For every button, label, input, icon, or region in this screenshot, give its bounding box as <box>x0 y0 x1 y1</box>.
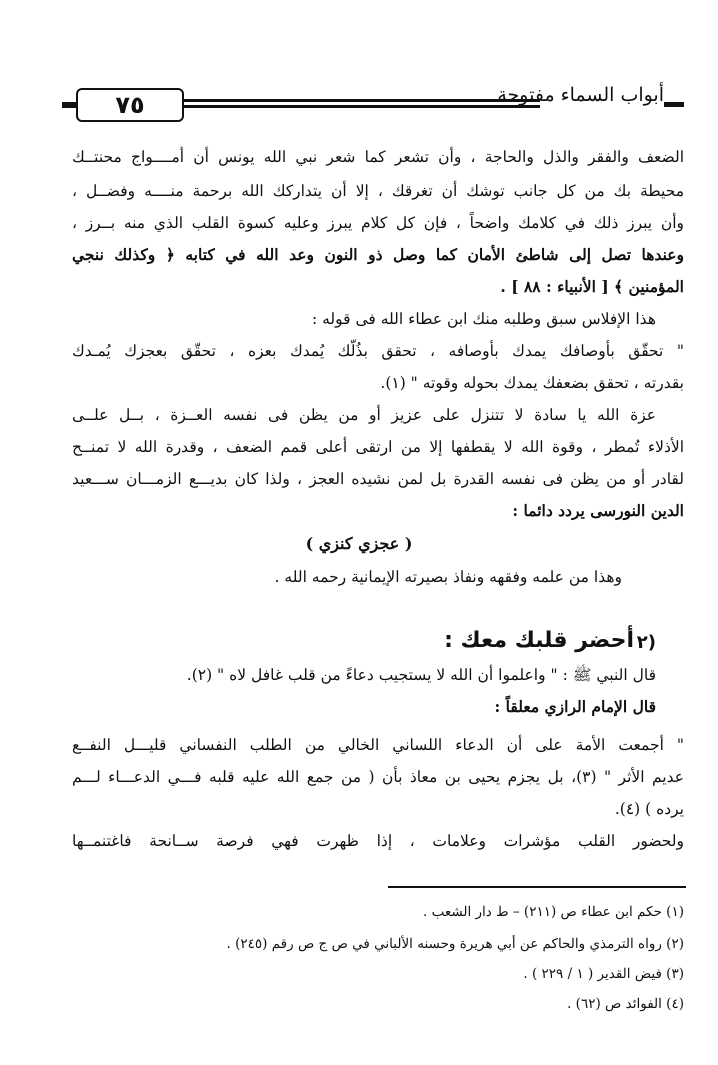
header-rule-right <box>664 102 684 107</box>
section-line: " أجمعت الأمة على أن الدعاء اللساني الخالي من الطلب النفساني قليـــل النفــع <box>72 736 684 754</box>
section-line: ولحضور القلب مؤشرات وعلامات ، إذا ظهرت فهي فرصة ســانحة فاغتنمــها <box>72 832 684 850</box>
book-title: أبواب السماء مفتوحة <box>497 84 664 106</box>
paragraph-line: لقادر أو من يظن فى نفسه القدرة بل لمن نشيده العجز ، ولذا كان بديـــع الزمـــان ســـعيد <box>72 470 684 488</box>
header-rule-top <box>184 99 540 102</box>
section-line: يرده ) (٤). <box>614 800 684 818</box>
section-line: قال الإمام الرازي معلقاً : <box>494 697 656 716</box>
footnote-rule <box>388 886 686 888</box>
paragraph-line: بقدرته ، تحقق بضعفك يمدك بحوله وقوته " (١). <box>380 374 684 392</box>
paragraph-line: هذا الإفلاس سبق وطلبه منك ابن عطاء الله فى قوله : <box>311 310 656 328</box>
page-header <box>62 78 684 134</box>
section-heading: أحضر قلبك معك : <box>444 628 634 653</box>
header-rule-bottom <box>184 105 540 108</box>
paragraph-line: الضعف والفقر والذل والحاجة ، وأن تشعر كما شعر نبي الله يونس أن أمــــواج محنتــك <box>72 148 684 166</box>
paragraph-line: وعندها تصل إلى شاطئ الأمان كما وصل ذو النون وعد الله في كتابه ﴿ وكذلك ننجي <box>72 245 684 264</box>
section-line: عديم الأثر " (٣)، بل يجزم يحيى بن معاذ بأن ( من جمع الله عليه قلبه فـــي الدعـــاء لـــم <box>72 768 685 786</box>
paragraph-line: وأن يبرز ذلك في كلامك واضحاً ، فإن كل كلام يبرز وعليه كسوة القلب الذي منه بــرز ، <box>72 214 684 232</box>
header-rule-left <box>62 102 76 108</box>
footnote: (٢) رواه الترمذي والحاكم عن أبي هريرة وحسنه الألباني في ص ج ص رقم (٢٤٥) . <box>226 936 684 952</box>
paragraph-line: محيطة بك من كل جانب توشك أن تغرقك ، إلا أن يتداركك الله برحمة منــــه وفضــل ، <box>72 182 684 200</box>
footnote: (٣) فيض القدير ( ١ / ٢٢٩ ) . <box>523 966 684 982</box>
paragraph-line: الأذلاء تُمطر ، وقوة الله لا يقطفها إلا من ارتقى أعلى قمم الضعف ، وقدرة الله لا تمنــح <box>72 438 684 456</box>
paragraph-line: الدين النورسى يردد دائما : <box>512 501 684 520</box>
centered-quote: ( عجزي كنزي ) <box>305 534 413 553</box>
paragraph-line: عزة الله يا سادة لا تتنزل على عزيز أو من يظن فى نفسه العــزة ، بــل علــى <box>72 406 656 424</box>
footnote: (٤) الفوائد ص (٦٢) . <box>567 996 684 1012</box>
paragraph-line: " تحقّق بأوصافك يمدك بأوصافه ، تحقق بذُلّك يُمدك بعزه ، تحقّق بعجزك يُمـدك <box>72 342 684 360</box>
page-number: ٧٥ <box>76 88 184 122</box>
section-line: قال النبي ﷺ : " واعلموا أن الله لا يستجيب دعاءً من قلب غافل لاه " (٢). <box>186 666 656 684</box>
footnote: (١) حكم ابن عطاء ص (٢١١) – ط دار الشعب . <box>422 904 684 920</box>
paragraph-line: المؤمنين ﴾ [ الأنبياء : ٨٨ ] . <box>500 277 684 296</box>
section-number: ٢) <box>636 632 656 653</box>
paragraph-line: وهذا من علمه وفقهه ونفاذ بصيرته الإيمانية رحمه الله . <box>274 568 622 586</box>
